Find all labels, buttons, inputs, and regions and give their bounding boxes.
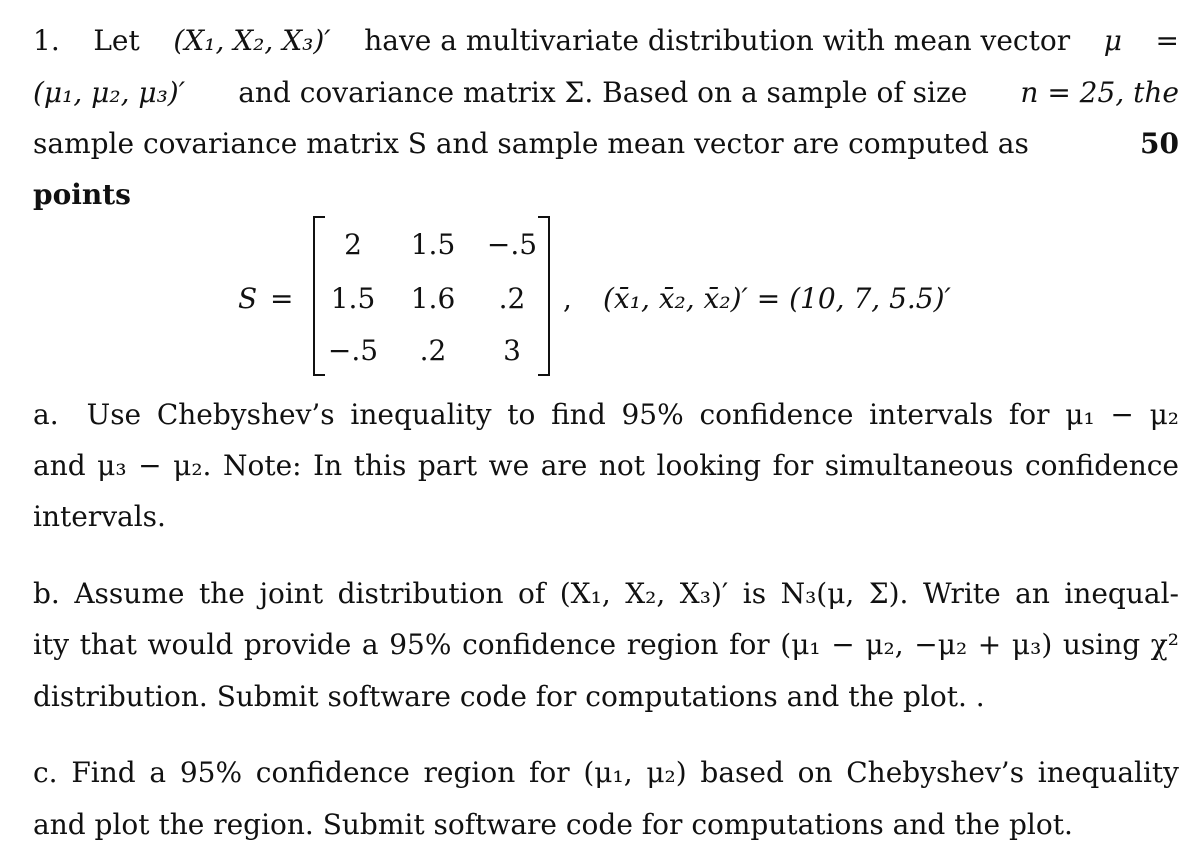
matrix-cell: .2	[498, 282, 526, 315]
matrix-S-label: S	[238, 282, 258, 315]
part-a-label: a.	[33, 398, 59, 431]
part-a-text-2: and μ₃ − μ₂. Note: In this part we are not looking for simultaneous confidence	[33, 449, 1179, 482]
part-b-text-3: distribution. Submit software code for computations and the plot. .	[33, 680, 985, 713]
part-a-text-1: Use Chebyshev’s inequality to find 95% confidence intervals for μ₁ − μ₂	[86, 398, 1179, 431]
part-c-text-1: c. Find a 95% confidence region for (μ₁, μ₂) based on Chebyshev’s inequality	[33, 756, 1179, 789]
problem-number: 1.	[33, 24, 60, 57]
mu-vector: (μ₁, μ₂, μ₃)′	[33, 76, 186, 109]
part-a-line-1	[33, 398, 1179, 438]
points-value: 50	[1140, 127, 1179, 160]
intro-line-3	[33, 127, 1179, 167]
intro-line-2	[33, 76, 1179, 116]
sample-mean-vector: (x̄₁, x̄₂, x̄₂)′ = (10, 7, 5.5)′	[603, 282, 951, 315]
matrix-cell: 1.5	[330, 282, 376, 315]
intro-text-distribution: have a multivariate distribution with mean vector	[364, 24, 1071, 57]
part-b-text-2: ity that would provide a 95% confidence region for (μ₁ − μ₂, −μ₂ + μ₃) using χ²	[33, 628, 1179, 661]
matrix-cell: 1.5	[410, 228, 456, 261]
matrix-cell: −.5	[327, 334, 379, 367]
matrix-cell: −.5	[486, 228, 538, 261]
matrix-equals: =	[270, 282, 294, 315]
equals-sign: =	[1155, 24, 1179, 57]
random-vector: (X₁, X₂, X₃)′	[173, 24, 331, 57]
intro-text-covariance: and covariance matrix Σ. Based on a sample of size	[238, 76, 968, 109]
part-a-text-3: intervals.	[33, 500, 166, 533]
matrix-cell: 3	[503, 334, 521, 367]
intro-text-let: Let	[93, 24, 140, 57]
sample-size: n = 25, the	[1020, 76, 1179, 109]
points-label: points	[33, 178, 131, 211]
mu-symbol: μ	[1103, 24, 1122, 57]
matrix-comma: ,	[563, 282, 572, 315]
intro-line-1	[33, 24, 1179, 64]
matrix-cell: 1.6	[410, 282, 456, 315]
part-c-text-2: and plot the region. Submit software code for computations and the plot.	[33, 808, 1073, 841]
matrix-display	[0, 210, 1202, 380]
intro-text-sample: sample covariance matrix S and sample mean vector are computed as	[33, 127, 1029, 160]
matrix-cell: .2	[419, 334, 447, 367]
part-b-text-1: b. Assume the joint distribution of (X₁, X₂, X₃)′ is N₃(μ, Σ). Write an inequal-	[33, 577, 1179, 610]
matrix-cell: 2	[344, 228, 362, 261]
